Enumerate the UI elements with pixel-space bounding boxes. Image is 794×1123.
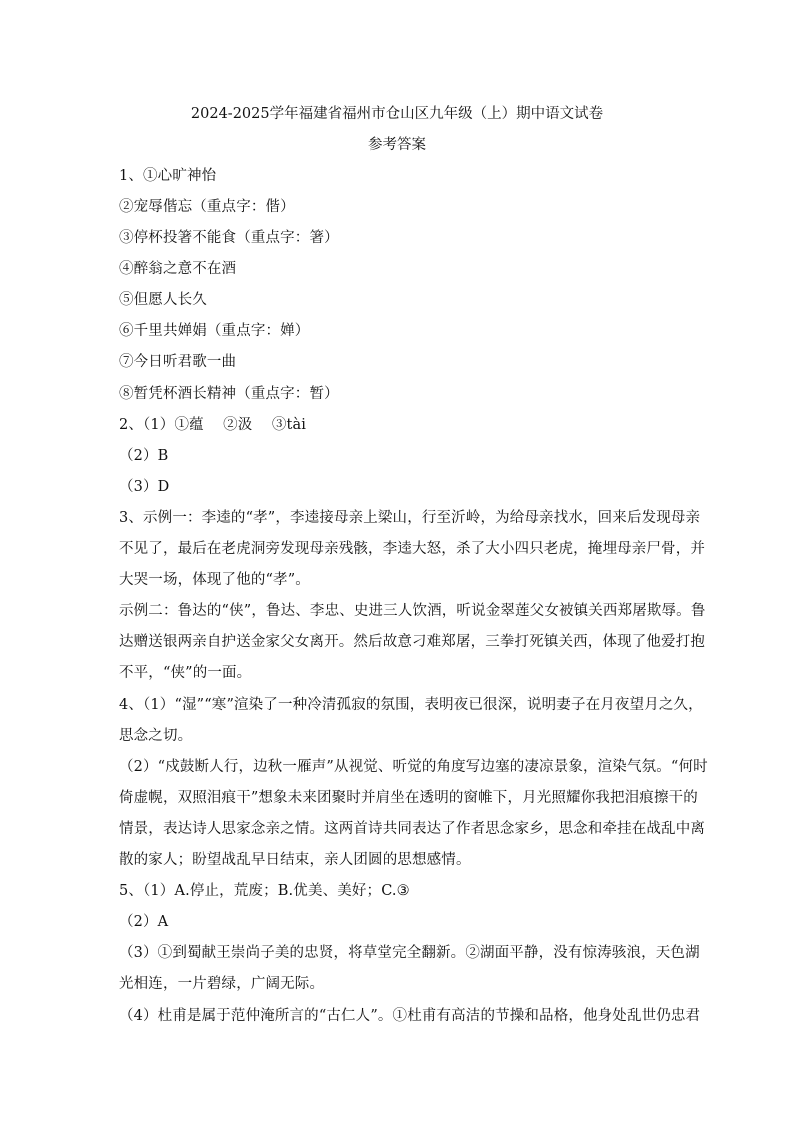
answer-line: 4、（1）“湿”“寒”渲染了一种冷清孤寂的氛围，表明夜已很深，说明妻子在月夜望月之久， bbox=[119, 697, 703, 713]
answer-line: 倚虚幌，双照泪痕干”想象未来团聚时并肩坐在透明的窗帷下，月光照耀你我把泪痕擦干的 bbox=[119, 790, 698, 806]
answer-line: 达赠送银两亲自护送金家父女离开。然后故意刁难郑屠，三拳打死镇关西，体现了他爱打抱 bbox=[119, 634, 705, 650]
answer-line: 不平，“侠”的一面。 bbox=[119, 665, 252, 681]
answer-line: ⑥千里共婵娟（重点字：婵） bbox=[119, 323, 310, 339]
answer-line: （3）D bbox=[119, 479, 170, 495]
document-title: 2024-2025学年福建省福州市仓山区九年级（上）期中语文试卷 bbox=[190, 106, 604, 122]
answer-line: （2）“戍鼓断人行，边秋一雁声”从视觉、听觉的角度写边塞的凄凉景象，渲染气氛。“何时 bbox=[119, 759, 708, 775]
answer-line: （4）杜甫是属于范仲淹所言的“古仁人”。①杜甫有高洁的节操和品格，他身处乱世仍忠君 bbox=[119, 1008, 701, 1024]
answer-line: 1、①心旷神怡 bbox=[119, 168, 217, 184]
answer-line: 5、（1）A.停止，荒废；B.优美、美好；C.③ bbox=[119, 883, 410, 899]
answer-line: 思念之切。 bbox=[119, 728, 193, 744]
answer-line: ②宠辱偕忘（重点字：偕） bbox=[119, 199, 295, 215]
answer-line: 不见了，最后在老虎洞旁发现母亲残骸，李逵大怒，杀了大小四只老虎，掩埋母亲尸骨，并 bbox=[119, 541, 705, 557]
answer-line: ⑤但愿人长久 bbox=[119, 292, 207, 308]
answer-line: ③停杯投箸不能食（重点字：箸） bbox=[119, 230, 339, 246]
answer-line: ⑦今日听君歌一曲 bbox=[119, 354, 237, 370]
answer-line: 散的家人；盼望战乱早日结束，亲人团圆的思想感情。 bbox=[119, 852, 471, 868]
answer-line: 示例二：鲁达的“侠”，鲁达、李忠、史进三人饮酒，听说金翠莲父女被镇关西郑屠欺辱。鲁 bbox=[119, 603, 706, 619]
answer-line: 大哭一场，体现了他的“孝”。 bbox=[119, 572, 310, 588]
document-subtitle: 参考答案 bbox=[368, 137, 426, 153]
answer-line: （2）A bbox=[119, 914, 169, 930]
answer-line: ⑧暂凭杯酒长精神（重点字：暂） bbox=[119, 386, 339, 402]
answer-line: ④醉翁之意不在酒 bbox=[119, 261, 237, 277]
answer-line: （2）B bbox=[119, 448, 169, 464]
answer-line: （3）①到蜀献王崇尚子美的忠贤，将草堂完全翻新。②湖面平静，没有惊涛骇浪，天色湖 bbox=[119, 945, 700, 961]
answer-line: 光相连，一片碧绿，广阔无际。 bbox=[119, 976, 325, 992]
answer-line: 情景，表达诗人思家念亲之情。这两首诗共同表达了作者思念家乡，思念和牵挂在战乱中离 bbox=[119, 821, 705, 837]
answer-line: 3、示例一：李逵的“孝”，李逵接母亲上梁山，行至沂岭，为给母亲找水，回来后发现母亲 bbox=[119, 510, 701, 526]
answer-line: 2、（1）①蕴 ②汲 ③tài bbox=[119, 417, 307, 433]
